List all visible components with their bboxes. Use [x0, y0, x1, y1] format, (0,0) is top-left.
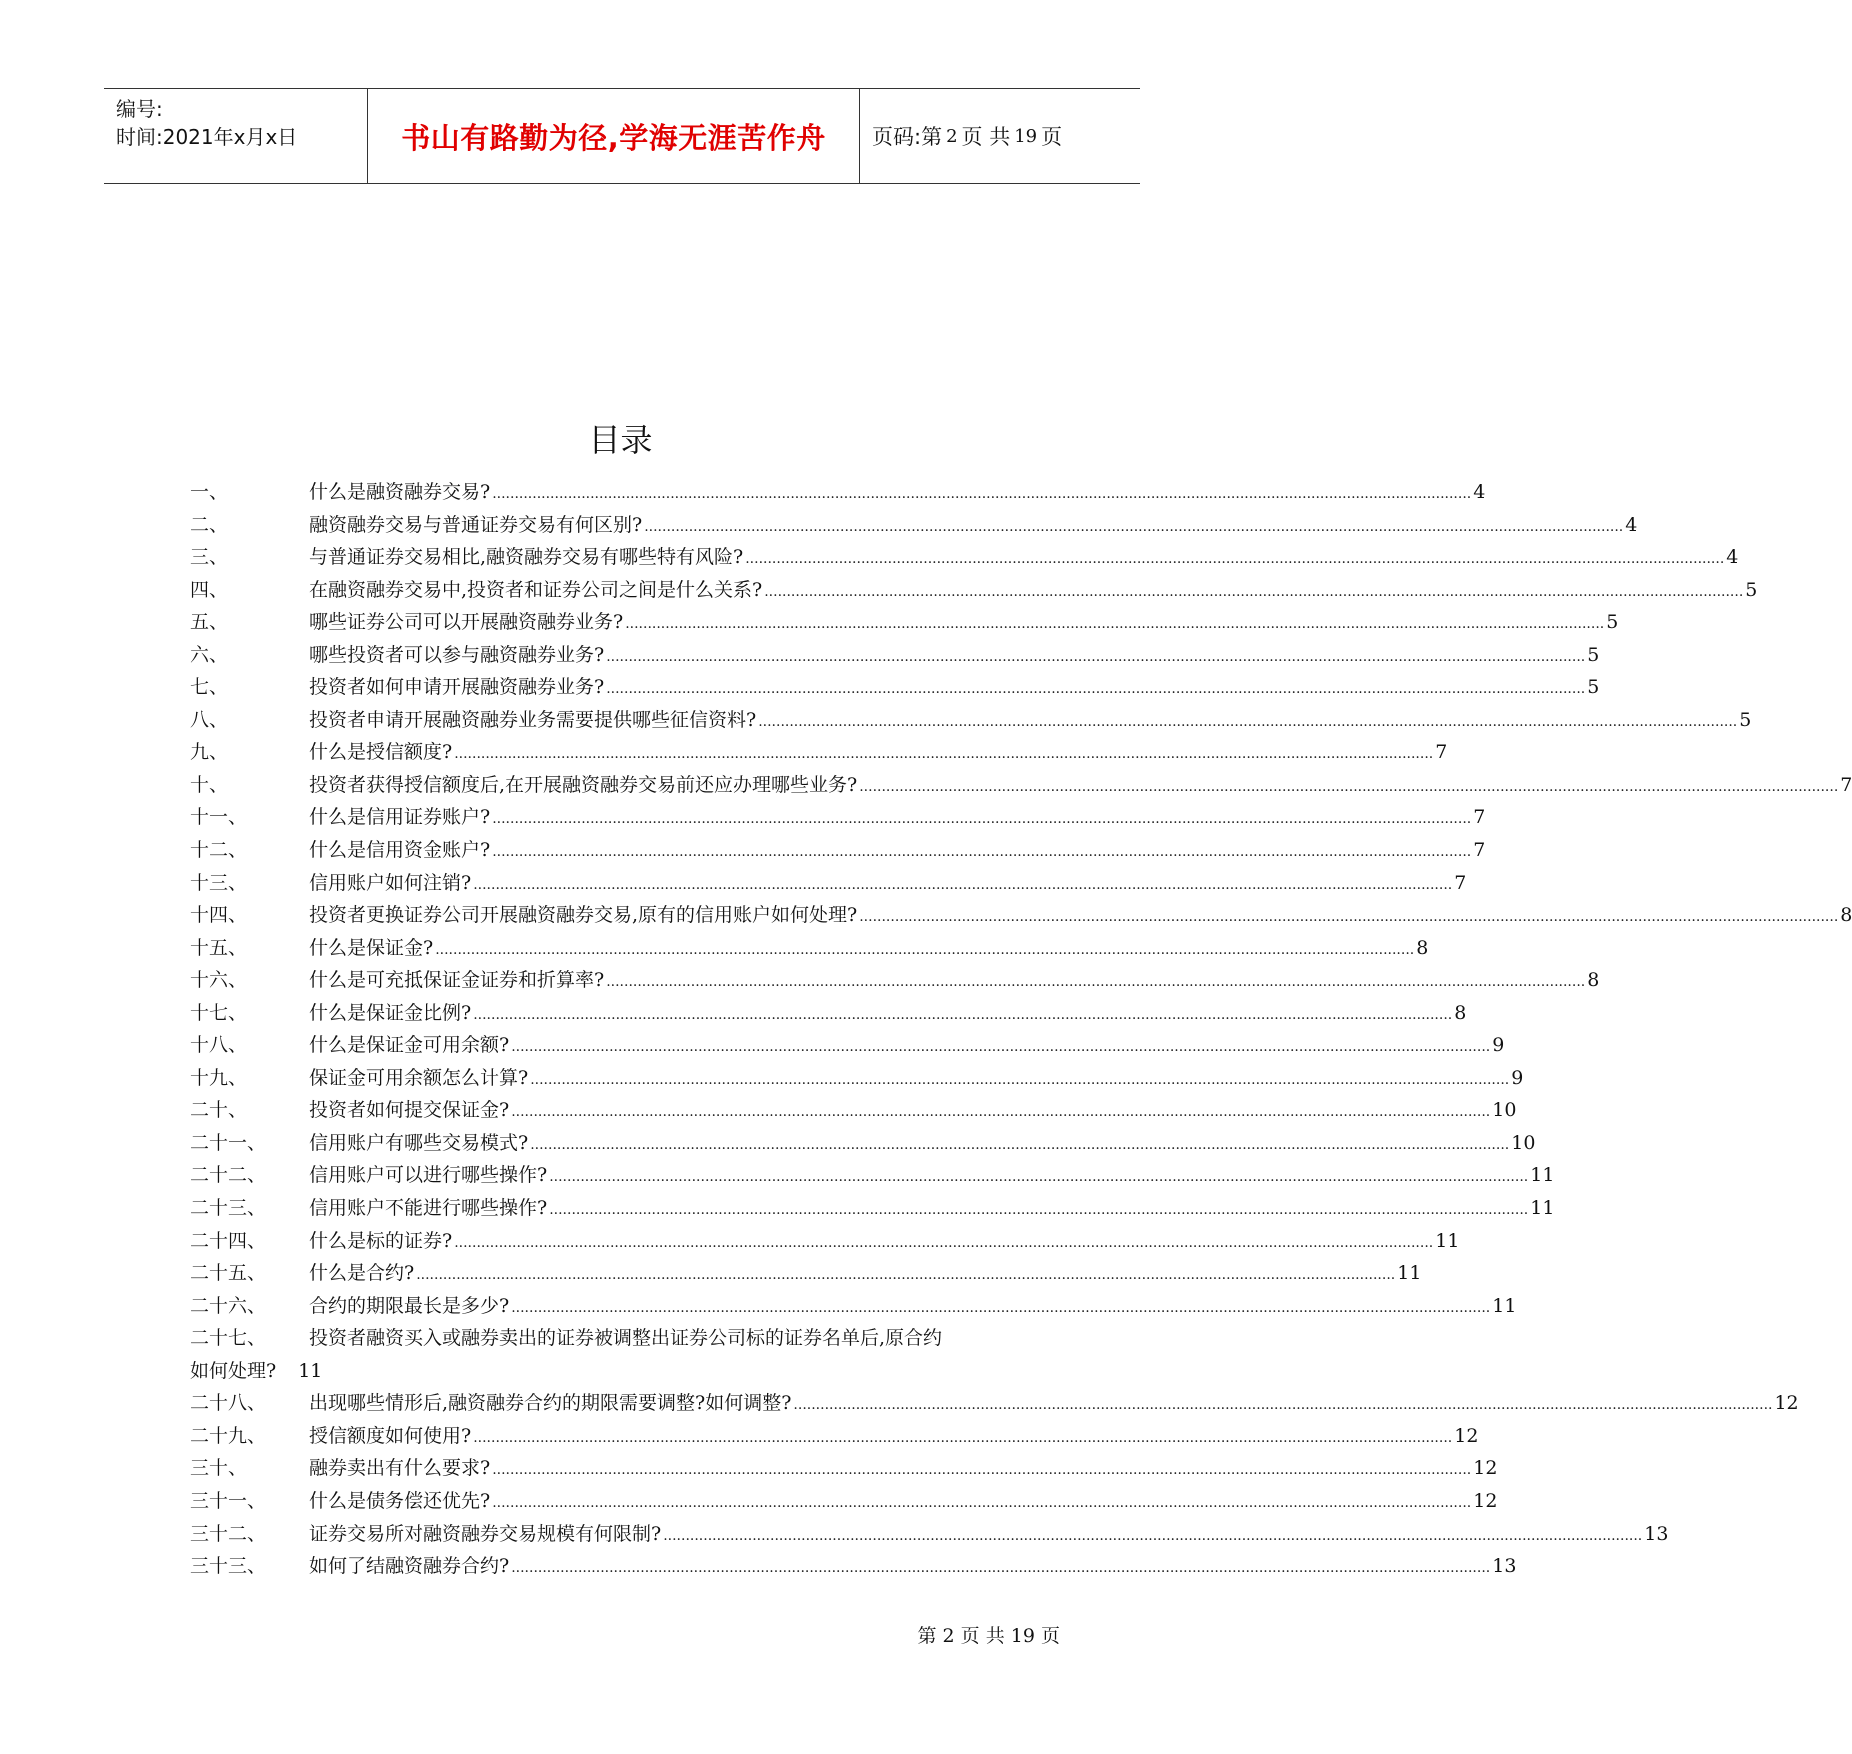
toc-leader-dots: ............................................................................................................................................................................................................................: [644, 518, 1624, 535]
page-number: 2: [946, 125, 958, 147]
toc-entry[interactable]: [190, 671, 1600, 704]
toc-entry-title: 投资者申请开展融资融券业务需要提供哪些征信资料?: [309, 708, 757, 731]
toc-leader-dots: ............................................................................................................................................................................................................................: [492, 1462, 1472, 1479]
toc-entry[interactable]: [190, 1159, 1555, 1192]
toc-entry-number: 十五、: [190, 936, 248, 959]
footer-page-total: 19: [1010, 1625, 1035, 1647]
toc-entry-body: [309, 899, 1852, 934]
toc-entry-body: [309, 639, 1600, 674]
toc-entry-page: 7: [1435, 741, 1448, 764]
toc-entry-number: 二十四、: [190, 1229, 267, 1252]
toc-entry-title-continued: 如何处理?: [190, 1359, 277, 1382]
toc-entry-page: 10: [1492, 1099, 1517, 1122]
toc-entry-title: 什么是保证金?: [309, 936, 434, 959]
toc-title: 目录: [588, 421, 653, 459]
toc-entry-title: 出现哪些情形后,融资融券合约的期限需要调整?如何调整?: [309, 1392, 792, 1415]
toc-entry-page: 8: [1416, 936, 1429, 959]
toc-entry-title: 如何了结融资融券合约?: [309, 1555, 510, 1578]
toc-entry-page: 8: [1587, 969, 1600, 992]
toc-leader-dots: ............................................................................................................................................................................................................................: [492, 486, 1472, 502]
toc-entry-title: 证券交易所对融资融券交易规模有何限制?: [309, 1522, 662, 1545]
toc-entry-title: 什么是保证金比例?: [309, 1001, 472, 1024]
toc-entry-page: 12: [1454, 1424, 1479, 1447]
toc-entry-title: 投资者获得授信额度后,在开展融资融券交易前还应办理哪些业务?: [309, 773, 858, 796]
toc-entry-body: [309, 1127, 1536, 1162]
toc-entry-body: [309, 476, 1486, 511]
toc-entry[interactable]: [190, 736, 1448, 769]
toc-entry-body: [309, 997, 1467, 1032]
toc-entry-page: 5: [1739, 708, 1752, 731]
toc-entry-page: 5: [1587, 643, 1600, 666]
toc-entry-body: [309, 964, 1600, 999]
toc-entry-number: 二十七、: [190, 1327, 267, 1350]
toc-entry-number: 二十、: [190, 1099, 248, 1122]
header-divider: [859, 89, 860, 183]
toc-leader-dots: ............................................................................................................................................................................................................................: [473, 1006, 1453, 1023]
toc-entry-number: 十七、: [190, 1001, 248, 1024]
toc-entry-number: 七、: [190, 676, 229, 699]
toc-entry-page: 11: [1530, 1164, 1555, 1187]
toc-leader-dots: ............................................................................................................................................................................................................................: [511, 1299, 1491, 1316]
toc-entry-body: [309, 1322, 1060, 1355]
toc-entry[interactable]: [190, 997, 1467, 1030]
toc-entry[interactable]: [190, 899, 1852, 932]
toc-entry[interactable]: [190, 606, 1619, 639]
toc-entry-body: [309, 1387, 1799, 1422]
toc-entry-number: 一、: [190, 481, 229, 503]
toc-entry-page: 4: [1473, 481, 1486, 503]
toc-entry-body: [309, 867, 1467, 902]
toc-entry-title: 什么是可充抵保证金证券和折算率?: [309, 969, 605, 992]
toc-entry-number: 三、: [190, 546, 229, 569]
toc-leader-dots: ............................................................................................................................................................................................................................: [435, 941, 1415, 958]
document-time-label: 时间:2021年x月x日: [116, 125, 298, 149]
toc-leader-dots: ............................................................................................................................................................................................................................: [606, 648, 1586, 665]
page-header: [104, 88, 1140, 184]
toc-entry-page: 12: [1473, 1457, 1498, 1480]
toc-entry[interactable]: [190, 1550, 1517, 1583]
toc-entry-title: 在融资融券交易中,投资者和证券公司之间是什么关系?: [309, 578, 763, 601]
toc-leader-dots: ............................................................................................................................................................................................................................: [859, 778, 1839, 795]
toc-entry-title: 信用账户如何注销?: [309, 871, 472, 894]
toc-entry-title: 融资融券交易与普通证券交易有何区别?: [309, 513, 643, 536]
toc-entry-number: 九、: [190, 741, 229, 764]
toc-entry[interactable]: [190, 769, 1852, 802]
toc-leader-dots: ............................................................................................................................................................................................................................: [511, 1039, 1491, 1056]
toc-leader-dots: ............................................................................................................................................................................................................................: [416, 1267, 1396, 1284]
footer-mid: 页 共: [960, 1625, 1005, 1647]
toc-entry-number: 三十一、: [190, 1489, 267, 1512]
footer-prefix: 第: [917, 1625, 937, 1647]
toc-entry-number: 二十三、: [190, 1197, 267, 1220]
toc-entry[interactable]: [190, 704, 1752, 737]
toc-entry[interactable]: [190, 1029, 1505, 1062]
toc-leader-dots: ............................................................................................................................................................................................................................: [492, 1494, 1472, 1511]
toc-entry-page: 11: [1530, 1197, 1555, 1220]
toc-entry-title: 合约的期限最长是多少?: [309, 1294, 510, 1317]
toc-entry-number: 二十九、: [190, 1424, 267, 1447]
toc-entry[interactable]: [190, 1387, 1799, 1420]
toc-entry-title: 保证金可用余额怎么计算?: [309, 1066, 529, 1089]
toc-entry-wrap: [190, 1355, 322, 1388]
toc-entry-number: 五、: [190, 611, 229, 634]
toc-entry-title: 融券卖出有什么要求?: [309, 1457, 491, 1480]
toc-entry-title: 投资者如何申请开展融资融券业务?: [309, 676, 605, 699]
toc-entry-title: 与普通证券交易相比,融资融券交易有哪些特有风险?: [309, 546, 744, 569]
toc-entry-body: [309, 1225, 1460, 1260]
toc-entry-body: [309, 704, 1752, 739]
toc-entry-number: 二十八、: [190, 1392, 267, 1415]
toc-entry[interactable]: [190, 1452, 1498, 1485]
toc-entry-page: 7: [1840, 773, 1852, 796]
toc-entry-page: 7: [1473, 839, 1486, 862]
toc-entry-body: [309, 1420, 1479, 1455]
toc-entry[interactable]: [190, 932, 1429, 965]
page-total: 19: [1014, 125, 1038, 147]
toc-leader-dots: ............................................................................................................................................................................................................................: [745, 551, 1725, 568]
toc-entry-number: 六、: [190, 643, 229, 666]
toc-entry-body: [309, 574, 1758, 609]
toc-entry[interactable]: [190, 1225, 1460, 1258]
toc-leader-dots: ............................................................................................................................................................................................................................: [511, 1560, 1491, 1577]
toc-entry-number: 二十一、: [190, 1131, 267, 1154]
page-prefix: 页码:第: [872, 125, 943, 149]
toc-entry-title: 什么是保证金可用余额?: [309, 1034, 510, 1057]
toc-entry-number: 二十五、: [190, 1262, 267, 1285]
toc-entry-page: 11: [1435, 1229, 1460, 1252]
toc-entry-body: [309, 834, 1486, 869]
toc-entry-number: 十八、: [190, 1034, 248, 1057]
toc-entry[interactable]: [190, 1290, 1517, 1323]
toc-entry-number: 十九、: [190, 1066, 248, 1089]
toc-entry-title: 投资者如何提交保证金?: [309, 1099, 510, 1122]
toc-leader-dots: ............................................................................................................................................................................................................................: [511, 1104, 1491, 1121]
toc-entry[interactable]: [190, 1420, 1479, 1453]
toc-leader-dots: ............................................................................................................................................................................................................................: [492, 844, 1472, 861]
toc-entry-body: [309, 1518, 1669, 1553]
toc-entry-page: 9: [1511, 1066, 1524, 1089]
toc-leader-dots: ............................................................................................................................................................................................................................: [758, 713, 1738, 730]
toc-entry-number: 十一、: [190, 806, 248, 829]
toc-leader-dots: ............................................................................................................................................................................................................................: [473, 1429, 1453, 1446]
toc-entry-page: 4: [1625, 513, 1638, 536]
toc-leader-dots: ............................................................................................................................................................................................................................: [764, 583, 1744, 600]
toc-entry[interactable]: [190, 1192, 1555, 1225]
toc-entry-title: 哪些投资者可以参与融资融券业务?: [309, 643, 605, 666]
toc-entry-number: 八、: [190, 708, 229, 731]
toc-entry-page: 5: [1587, 676, 1600, 699]
toc-entry[interactable]: [190, 867, 1467, 900]
toc-entry-title: 什么是标的证券?: [309, 1229, 453, 1252]
toc-leader-dots: ............................................................................................................................................................................................................................: [473, 876, 1453, 893]
toc-leader-dots: ............................................................................................................................................................................................................................: [454, 1234, 1434, 1251]
toc-leader-dots: ............................................................................................................................................................................................................................: [859, 909, 1839, 926]
toc-entry-title: 什么是融资融券交易?: [309, 481, 491, 503]
toc-entry-title: 什么是债务偿还优先?: [309, 1489, 491, 1512]
toc-entry-page: 4: [1726, 546, 1739, 569]
footer-suffix: 页: [1040, 1625, 1060, 1647]
toc-entry-number: 十、: [190, 773, 229, 796]
toc-entry[interactable]: [190, 1485, 1498, 1518]
header-page-indicator: [872, 89, 1062, 183]
toc-entry-title: 信用账户可以进行哪些操作?: [309, 1164, 548, 1187]
toc-entry-number: 三十、: [190, 1457, 248, 1480]
toc-entry-page: 11: [298, 1359, 323, 1382]
toc-leader-dots: ............................................................................................................................................................................................................................: [606, 974, 1586, 991]
toc-entry-page: 10: [1511, 1131, 1536, 1154]
toc-entry-number: 二十二、: [190, 1164, 267, 1187]
toc-entry[interactable]: [190, 541, 1739, 574]
toc-entry[interactable]: [190, 1094, 1517, 1127]
table-of-contents: [190, 476, 1852, 1583]
toc-leader-dots: ............................................................................................................................................................................................................................: [530, 1071, 1510, 1088]
toc-entry-title: 什么是信用证券账户?: [309, 806, 491, 829]
page-suffix: 页: [1041, 125, 1063, 149]
toc-entry-page: 8: [1840, 904, 1852, 927]
toc-entry-number: 二、: [190, 513, 229, 536]
toc-entry-number: 十三、: [190, 871, 248, 894]
toc-entry-body: [309, 1290, 1517, 1325]
toc-entry-body: [309, 736, 1448, 771]
toc-leader-dots: ............................................................................................................................................................................................................................: [793, 1397, 1773, 1414]
toc-entry-page: 9: [1492, 1034, 1505, 1057]
toc-entry[interactable]: [190, 639, 1600, 672]
toc-entry[interactable]: [190, 1518, 1669, 1551]
toc-entry-body: [309, 1485, 1498, 1520]
toc-entry[interactable]: [190, 834, 1486, 867]
toc-entry-title: 哪些证券公司可以开展融资融券业务?: [309, 611, 624, 634]
toc-entry-page: 8: [1454, 1001, 1467, 1024]
header-motto: 书山有路勤为径,学海无涯苦作舟: [401, 120, 826, 155]
toc-leader-dots: ............................................................................................................................................................................................................................: [549, 1169, 1529, 1186]
toc-entry-body: [309, 1159, 1555, 1194]
toc-entry-body: [309, 801, 1486, 836]
toc-entry-title: 投资者融资买入或融券卖出的证券被调整出证券公司标的证券名单后,原合约: [309, 1327, 943, 1350]
toc-leader-dots: ............................................................................................................................................................................................................................: [549, 1202, 1529, 1219]
toc-entry[interactable]: [190, 801, 1486, 834]
toc-entry-body: [309, 1452, 1498, 1487]
toc-entry-body: [309, 769, 1852, 804]
toc-entry-page: 5: [1606, 611, 1619, 634]
toc-entry-body: [309, 1550, 1517, 1585]
toc-entry-page: 5: [1745, 578, 1758, 601]
toc-entry[interactable]: [190, 476, 1486, 509]
toc-entry[interactable]: [190, 1062, 1524, 1095]
toc-entry-body: [309, 1094, 1517, 1129]
toc-leader-dots: ............................................................................................................................................................................................................................: [454, 746, 1434, 763]
toc-entry-page: 7: [1473, 806, 1486, 829]
toc-entry[interactable]: [190, 509, 1638, 542]
toc-leader-dots: ............................................................................................................................................................................................................................: [625, 616, 1605, 633]
toc-entry-page: 13: [1644, 1522, 1669, 1545]
page-mid: 页 共: [961, 125, 1011, 149]
toc-entry-number: 十四、: [190, 904, 248, 927]
toc-entry-number: 四、: [190, 578, 229, 601]
toc-entry-title: 什么是信用资金账户?: [309, 839, 491, 862]
toc-entry-page: 11: [1397, 1262, 1422, 1285]
toc-entry-body: [309, 1029, 1505, 1064]
toc-entry-number: 二十六、: [190, 1294, 267, 1317]
toc-entry-page: 11: [1492, 1294, 1517, 1317]
toc-entry-body: [309, 606, 1619, 641]
footer-page-number: 2: [942, 1625, 955, 1647]
toc-entry-title: 信用账户有哪些交易模式?: [309, 1131, 529, 1154]
toc-entry-body: [309, 1062, 1524, 1097]
toc-entry-body: [309, 509, 1638, 544]
toc-entry-body: [309, 1257, 1422, 1292]
toc-entry-body: [309, 932, 1429, 967]
toc-entry-title: 投资者更换证券公司开展融资融券交易,原有的信用账户如何处理?: [309, 904, 858, 927]
toc-entry-body: [309, 671, 1600, 706]
page-footer: [917, 1622, 1060, 1650]
toc-leader-dots: ............................................................................................................................................................................................................................: [492, 811, 1472, 828]
toc-entry-number: 十二、: [190, 839, 248, 862]
toc-entry-page: 7: [1454, 871, 1467, 894]
toc-entry-page: 12: [1774, 1392, 1799, 1415]
toc-entry-page: 13: [1492, 1555, 1517, 1578]
toc-entry-title: 什么是合约?: [309, 1262, 415, 1285]
document-number-label: 编号:: [116, 97, 163, 121]
toc-entry[interactable]: [190, 574, 1758, 607]
toc-entry-page: 12: [1473, 1489, 1498, 1512]
toc-entry-body: [309, 1192, 1555, 1227]
toc-entry-title: 什么是授信额度?: [309, 741, 453, 764]
toc-entry-title: 信用账户不能进行哪些操作?: [309, 1197, 548, 1220]
toc-leader-dots: ............................................................................................................................................................................................................................: [663, 1527, 1643, 1544]
toc-entry-number: 三十三、: [190, 1555, 267, 1578]
toc-entry-number: 三十二、: [190, 1522, 267, 1545]
toc-entry[interactable]: [190, 964, 1600, 997]
toc-leader-dots: ............................................................................................................................................................................................................................: [606, 681, 1586, 698]
toc-entry-body: [309, 541, 1739, 576]
toc-entry-number: 十六、: [190, 969, 248, 992]
toc-entry[interactable]: [190, 1322, 1060, 1387]
toc-entry-title: 授信额度如何使用?: [309, 1424, 472, 1447]
toc-entry[interactable]: [190, 1127, 1536, 1160]
toc-entry[interactable]: [190, 1257, 1422, 1290]
toc-leader-dots: ............................................................................................................................................................................................................................: [530, 1136, 1510, 1153]
header-meta: [116, 95, 297, 151]
